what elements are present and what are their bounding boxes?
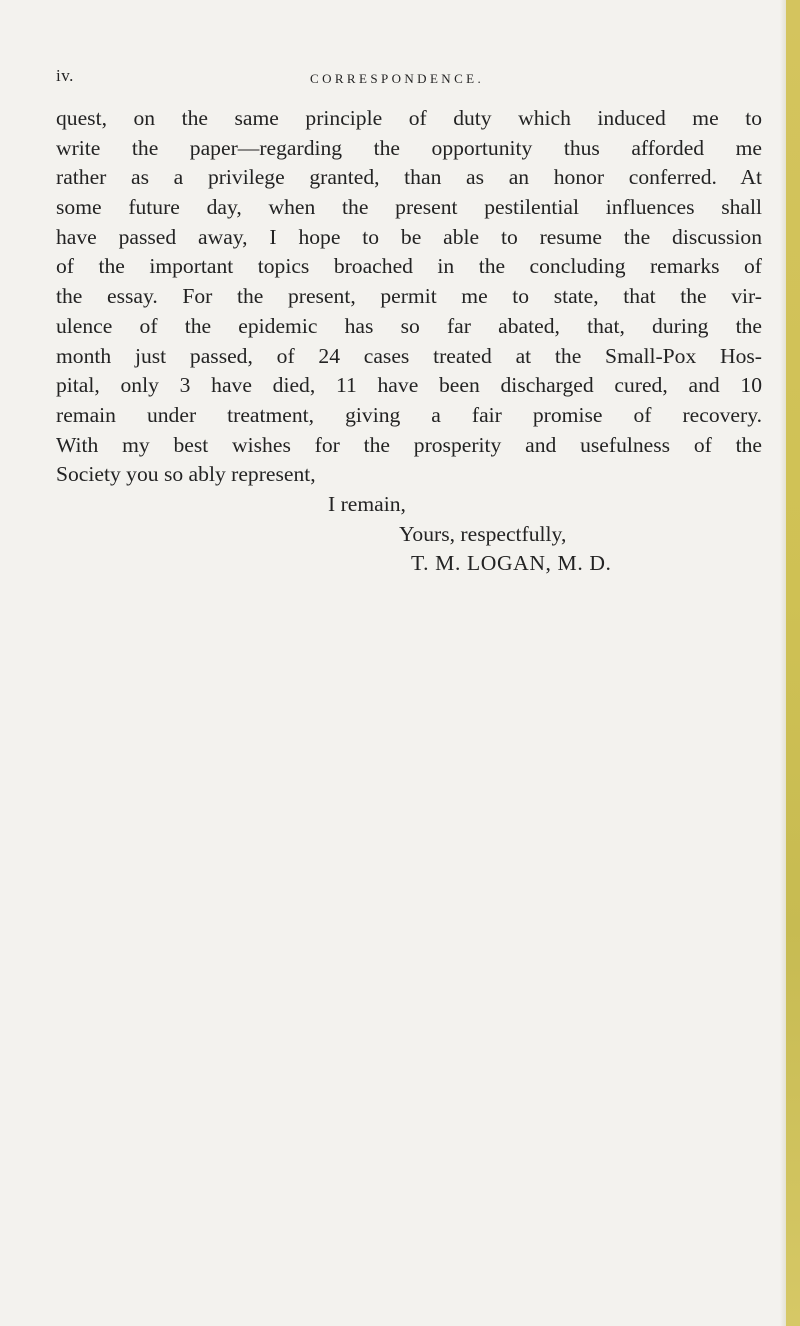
text-line: Society you so ably represent, (56, 462, 316, 487)
signature: T. M. LOGAN, M. D. (411, 551, 612, 576)
text-line: pital, only 3 have died, 11 have been discharged cured, and 10 (56, 373, 762, 398)
closing-remain: I remain, (328, 491, 406, 516)
running-head: CORRESPONDENCE. (310, 71, 485, 86)
text-line: have passed away, I hope to be able to resume the discussion (56, 224, 762, 249)
letter-body (56, 104, 762, 579)
text-line: With my best wishes for the prosperity and usefulness of the (56, 432, 762, 457)
text-line: remain under treatment, giving a fair promise of recovery. (56, 402, 762, 427)
text-line: rather as a privilege granted, than as an honor conferred. At (56, 165, 762, 190)
text-line: quest, on the same principle of duty which induced me to (56, 106, 762, 130)
closing-salutation: Yours, respectfully, (399, 521, 567, 546)
page-number: iv. (56, 66, 74, 85)
text-line: month just passed, of 24 cases treated at the Small-Pox Hos- (56, 343, 762, 368)
text-line: ulence of the epidemic has so far abated, that, during the (56, 313, 762, 338)
text-line: of the important topics broached in the concluding remarks of (56, 254, 762, 279)
text-line: write the paper—regarding the opportunity thus afforded me (56, 135, 762, 160)
text-line: some future day, when the present pestilential influences shall (56, 195, 762, 220)
page-edge-strip (786, 0, 800, 1326)
text-line: the essay. For the present, permit me to state, that the vir- (56, 284, 762, 309)
